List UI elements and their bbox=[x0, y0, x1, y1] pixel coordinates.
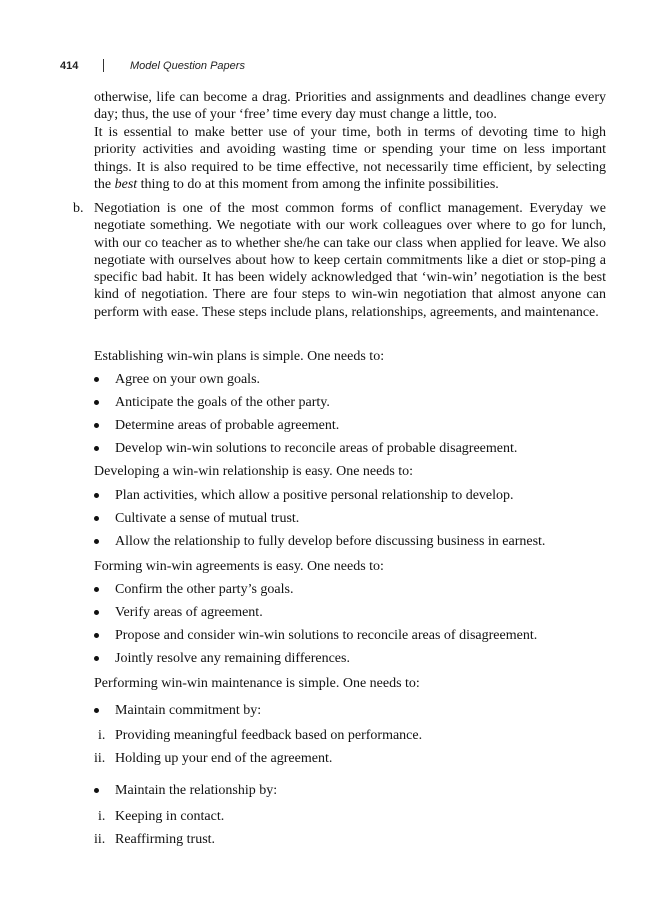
list-item: Propose and consider win-win solutions to reconcile areas of disagreement. bbox=[115, 628, 538, 643]
paragraph-continuation: otherwise, life can become a drag. Priorities and assignments and deadlines change every day; thus, the use of your ‘free’ time every day must change a little, too. bbox=[94, 90, 606, 123]
running-title: Model Question Papers bbox=[130, 60, 245, 72]
page-number: 414 bbox=[60, 60, 79, 72]
list-item: Plan activities, which allow a positive personal relationship to develop. bbox=[115, 488, 514, 503]
bullet-icon bbox=[94, 633, 99, 638]
paragraph-negotiation: Negotiation is one of the most common forms of conflict management. Everyday we negotiate something. We negotiate with our work colleagues over where to go for lunch, with our co teacher as to whether she/he can take our class when applied for leave. We also negotiate with ourselves about how to keep certain commitments like a diet or stop-ping a specific bad habit. It has been widely acknowledged that ‘win-win’ negotiation is the best kind of negotiation. There are four steps to win-win negotiation that almost anyone can perform with ease. These steps include plans, relationships, agreements, and maintenance. bbox=[94, 201, 606, 320]
sublist-item: Providing meaningful feedback based on performance. bbox=[115, 728, 423, 743]
list-item: Develop win-win solutions to reconcile areas of probable disagreement. bbox=[115, 441, 518, 456]
sublist-item: Keeping in contact. bbox=[115, 809, 225, 824]
relationships-intro: Developing a win-win relationship is easy. One needs to: bbox=[94, 464, 414, 479]
bullet-icon bbox=[94, 377, 99, 382]
bullet-icon bbox=[94, 446, 99, 451]
bullet-icon bbox=[94, 610, 99, 615]
maintenance-intro: Performing win-win maintenance is simple. One needs to: bbox=[94, 676, 420, 691]
list-item: Cultivate a sense of mutual trust. bbox=[115, 511, 300, 526]
list-item: Anticipate the goals of the other party. bbox=[115, 395, 330, 410]
list-item: Determine areas of probable agreement. bbox=[115, 418, 340, 433]
bullet-icon bbox=[94, 656, 99, 661]
list-item: Maintain the relationship by: bbox=[115, 783, 278, 798]
sublist-number: ii. bbox=[94, 751, 106, 766]
header-divider bbox=[103, 59, 104, 72]
bullet-icon bbox=[94, 788, 99, 793]
plans-intro: Establishing win-win plans is simple. One needs to: bbox=[94, 349, 385, 364]
bullet-icon bbox=[94, 423, 99, 428]
list-item: Maintain commitment by: bbox=[115, 703, 262, 718]
bullet-icon bbox=[94, 587, 99, 592]
bullet-icon bbox=[94, 516, 99, 521]
sublist-item: Holding up your end of the agreement. bbox=[115, 751, 333, 766]
list-item: Jointly resolve any remaining differences. bbox=[115, 651, 350, 666]
bullet-icon bbox=[94, 539, 99, 544]
list-item: Allow the relationship to fully develop before discussing business in earnest. bbox=[115, 534, 546, 549]
item-b-marker: b. bbox=[73, 201, 84, 216]
bullet-icon bbox=[94, 493, 99, 498]
sublist-item: Reaffirming trust. bbox=[115, 832, 216, 847]
list-item: Verify areas of agreement. bbox=[115, 605, 263, 620]
emphasis-best: best bbox=[114, 176, 138, 192]
para2-text-end: thing to do at this moment from among the infinite possibilities. bbox=[137, 176, 499, 192]
bullet-icon bbox=[94, 400, 99, 405]
list-item: Agree on your own goals. bbox=[115, 372, 261, 387]
paragraph-time-effective bbox=[94, 124, 606, 193]
sublist-number: i. bbox=[98, 809, 106, 824]
agreements-intro: Forming win-win agreements is easy. One needs to: bbox=[94, 559, 384, 574]
sublist-number: ii. bbox=[94, 832, 106, 847]
bullet-icon bbox=[94, 708, 99, 713]
list-item: Confirm the other party’s goals. bbox=[115, 582, 294, 597]
para2-text-start: It is essential to make better use of your time, both in terms of devoting time to high priority activities and avoiding wasting time or spending your time on less important things. It is also required to be time effective, not necessarily time efficient, by selecting the bbox=[94, 125, 606, 192]
sublist-number: i. bbox=[98, 728, 106, 743]
